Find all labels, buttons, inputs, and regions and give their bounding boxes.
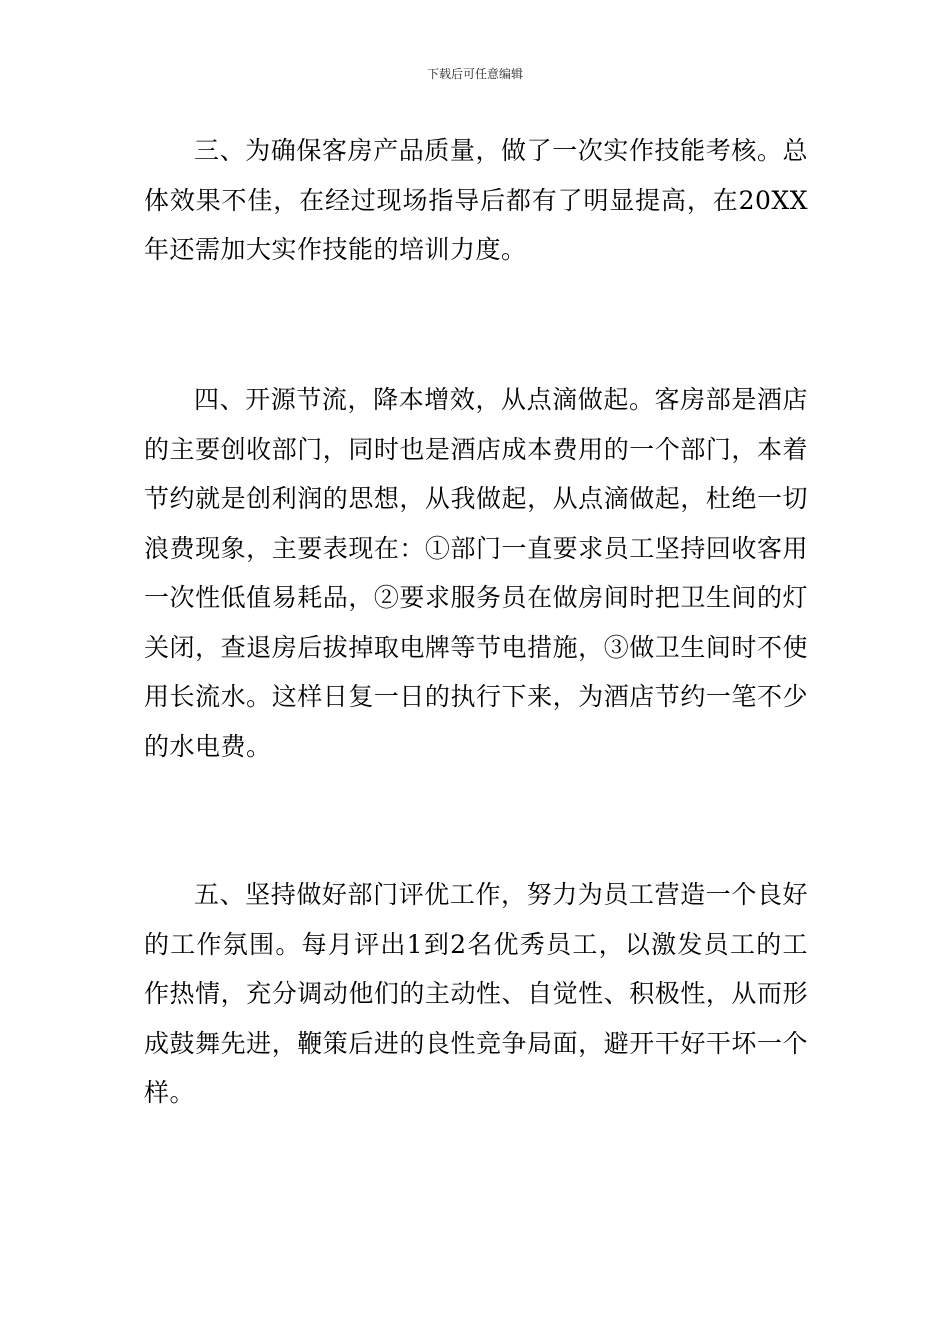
paragraph-5: 五、坚持做好部门评优工作，努力为员工营造一个良好的工作氛围。每月评出1到2名优秀员工，以激发员工的工作热情，充分调动他们的主动性、自觉性、积极性，从而形成鼓舞先进，鞭策后进的良性竞争局面，避开干好干坏一个样。 bbox=[144, 880, 808, 1107]
paragraph-3: 三、为确保客房产品质量，做了一次实作技能考核。总体效果不佳，在经过现场指导后都有了明显提高，在20XX年还需加大实作技能的培训力度。 bbox=[144, 136, 808, 264]
paragraph-4: 四、开源节流，降本增效，从点滴做起。客房部是酒店的主要创收部门，同时也是酒店成本费用的一个部门，本着节约就是创利润的思想，从我做起，从点滴做起，杜绝一切浪费现象，主要表现在：①部门一直要求员工坚持回收客用一次性低值易耗品，②要求服务员在做房间时把卫生间的灯关闭，查退房后拔掉取电牌等节电措施，③做卫生间时不使用长流水。这样日复一日的执行下来，为酒店节约一笔不少的水电费。 bbox=[144, 385, 808, 761]
header-note: 下载后可任意编辑 bbox=[426, 67, 523, 81]
